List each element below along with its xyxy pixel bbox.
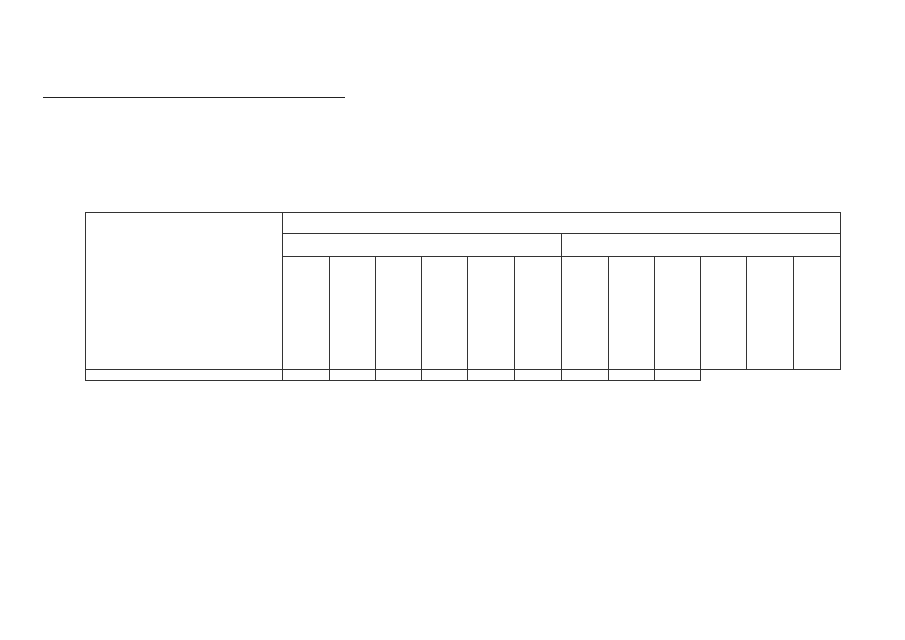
column-header	[701, 257, 747, 370]
column-number	[514, 370, 561, 381]
column-header	[608, 257, 654, 370]
column-header	[747, 257, 793, 370]
column-header	[329, 257, 375, 370]
column-number	[282, 370, 329, 381]
column-number	[422, 370, 468, 381]
column-header	[422, 257, 468, 370]
column-number	[468, 370, 514, 381]
column-number	[376, 370, 422, 381]
column-header	[561, 257, 608, 370]
column-header	[282, 257, 329, 370]
column-number	[655, 370, 701, 381]
column-number	[329, 370, 375, 381]
column-number	[608, 370, 654, 381]
group-header	[282, 213, 840, 234]
column-header	[655, 257, 701, 370]
column-number	[561, 370, 608, 381]
column-header	[514, 257, 561, 370]
column-number	[86, 370, 283, 381]
hep-header	[561, 234, 840, 257]
column-header	[468, 257, 514, 370]
hiv-header	[282, 234, 561, 257]
column-header	[376, 257, 422, 370]
report-table	[85, 212, 841, 381]
subject-header	[86, 213, 283, 370]
column-header	[793, 257, 840, 370]
org-underline	[43, 97, 345, 98]
